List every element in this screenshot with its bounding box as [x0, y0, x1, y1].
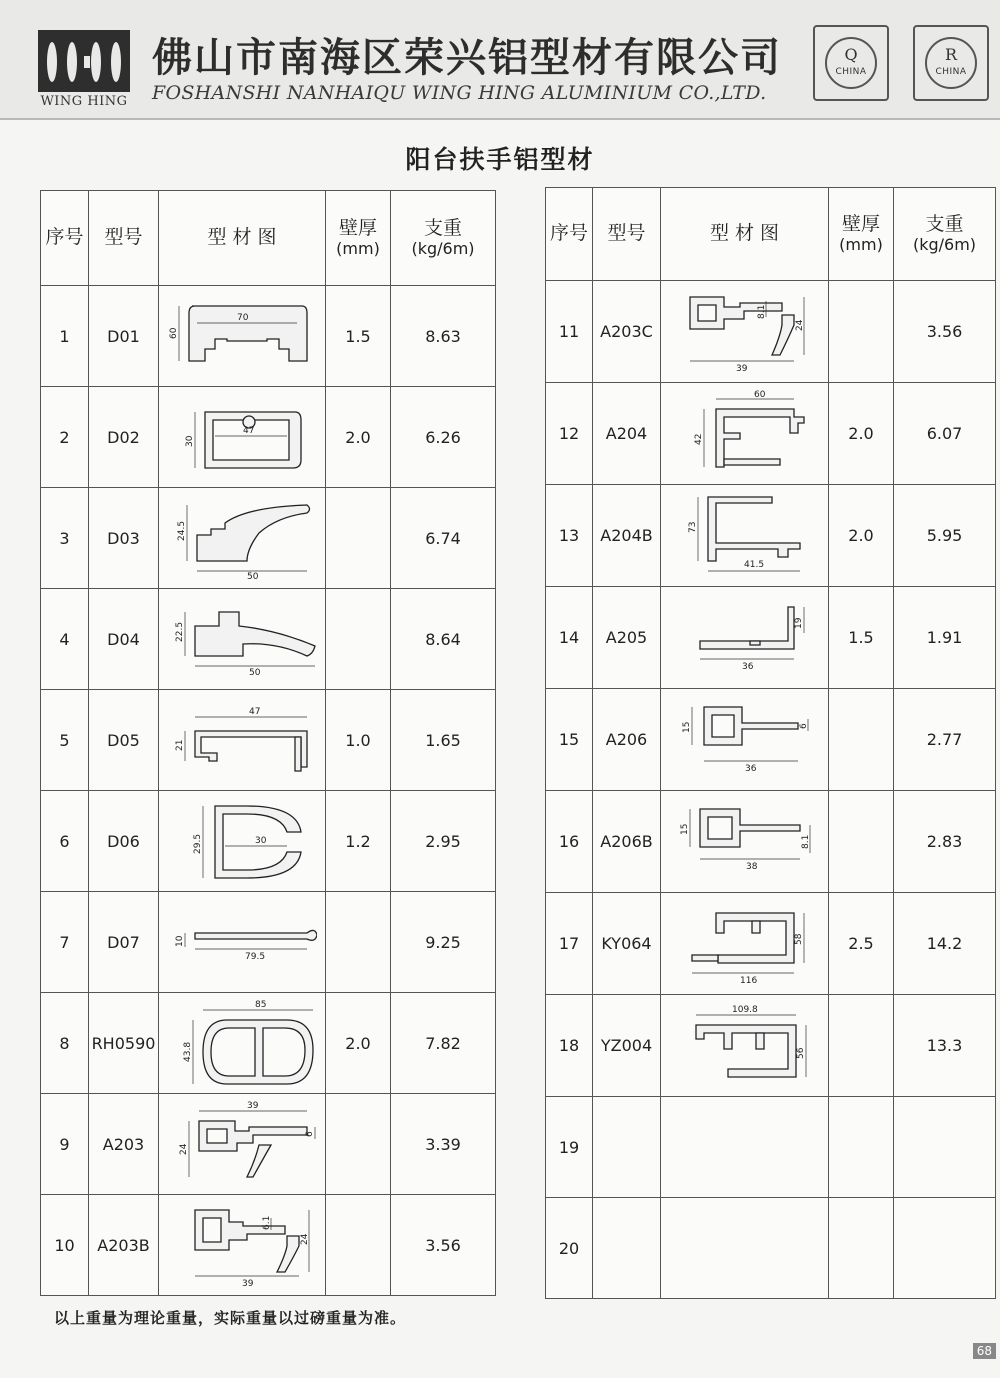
- table-row: [41, 589, 496, 690]
- row-model: D05: [89, 690, 159, 791]
- col-header-drawing: 型 材 图: [159, 191, 326, 286]
- row-number: 6: [41, 791, 89, 892]
- row-number: 11: [546, 281, 593, 383]
- dim-height: 56: [795, 1047, 806, 1059]
- dim-height: 60: [169, 327, 179, 339]
- profile-drawing: [159, 892, 326, 993]
- table-row: [41, 791, 496, 892]
- left-profile-table: [40, 190, 496, 1296]
- row-thickness: 2.0: [829, 383, 894, 485]
- row-number: 13: [546, 485, 593, 587]
- profile-drawing: [661, 281, 829, 383]
- table-row: [546, 485, 996, 587]
- dim-width: 38: [745, 861, 757, 872]
- profile-drawing: [159, 589, 326, 690]
- profile-drawing: [661, 893, 829, 995]
- row-thickness: 2.5: [829, 893, 894, 995]
- row-model: D01: [89, 286, 159, 387]
- dim-height: 43.8: [183, 1041, 193, 1062]
- dim-width: 85: [255, 1000, 267, 1010]
- col-header-thickness: [326, 191, 391, 286]
- dim-height: 19: [793, 617, 804, 629]
- table-row: [41, 892, 496, 993]
- row-model: A203: [89, 1094, 159, 1195]
- dim-height: 15: [679, 823, 690, 835]
- row-model: KY064: [593, 893, 661, 995]
- dim-width: 60: [753, 389, 765, 400]
- row-model: D03: [89, 488, 159, 589]
- row-thickness: [829, 689, 894, 791]
- weight-label: 支重: [423, 216, 462, 239]
- profile-drawing: [661, 383, 829, 485]
- row-weight: 5.95: [894, 485, 996, 587]
- row-thickness: [829, 281, 894, 383]
- row-thickness: [829, 791, 894, 893]
- dim-width: 47: [243, 426, 255, 436]
- row-weight: 6.26: [391, 387, 496, 488]
- thickness-label: 壁厚: [338, 216, 377, 239]
- dim-height: 15: [681, 721, 692, 733]
- row-weight: 3.56: [894, 281, 996, 383]
- dim-lip: 6.1: [262, 1215, 272, 1230]
- dim-width: 41.5: [743, 559, 764, 570]
- row-model: A204: [593, 383, 661, 485]
- row-weight: [894, 1198, 996, 1299]
- row-thickness: [326, 488, 391, 589]
- row-model: RH0590: [89, 993, 159, 1094]
- profile-drawing: [159, 1094, 326, 1195]
- row-weight: 7.82: [391, 993, 496, 1094]
- row-weight: 8.63: [391, 286, 496, 387]
- row-weight: 2.77: [894, 689, 996, 791]
- dim-lip: 6: [798, 722, 809, 729]
- quality-badge: [813, 25, 889, 101]
- row-weight: 13.3: [894, 995, 996, 1097]
- row-weight: 1.91: [894, 587, 996, 689]
- col-header-model: 型号: [89, 191, 159, 286]
- profile-drawing: [159, 286, 326, 387]
- row-number: 8: [41, 993, 89, 1094]
- dim-width: 30: [255, 836, 267, 846]
- company-logo: [38, 30, 130, 92]
- row-model: A203C: [593, 281, 661, 383]
- table-row: [546, 1198, 996, 1299]
- row-model: [593, 1198, 661, 1299]
- dim-width: 36: [741, 661, 753, 672]
- dim-width: 79.5: [245, 952, 266, 962]
- profile-drawing: [159, 488, 326, 589]
- dim-width: 70: [237, 313, 249, 323]
- weight-footnote: 以上重量为理论重量，实际重量以过磅重量为准。: [54, 1309, 407, 1327]
- row-model: D02: [89, 387, 159, 488]
- dim-width: 39: [735, 363, 747, 374]
- row-thickness: 2.0: [326, 387, 391, 488]
- row-weight: [894, 1097, 996, 1198]
- profile-drawing: [661, 1198, 829, 1299]
- row-weight: 3.39: [391, 1094, 496, 1195]
- thickness-label: 壁厚: [841, 212, 880, 235]
- profile-drawing: [159, 993, 326, 1094]
- row-number: 15: [546, 689, 593, 791]
- row-weight: 6.74: [391, 488, 496, 589]
- row-thickness: [829, 1198, 894, 1299]
- profile-drawing: [661, 485, 829, 587]
- row-number: 17: [546, 893, 593, 995]
- col-header-drawing: 型 材 图: [661, 188, 829, 281]
- row-model: D07: [89, 892, 159, 993]
- row-thickness: 1.5: [326, 286, 391, 387]
- table-header-row: [41, 191, 496, 286]
- company-name-cn: 佛山市南海区荣兴铝型材有限公司: [152, 34, 782, 81]
- dim-width: 50: [249, 668, 261, 678]
- table-row: [546, 995, 996, 1097]
- dim-height: 21: [175, 739, 185, 751]
- row-number: 4: [41, 589, 89, 690]
- company-name-en: FOSHANSHI NANHAIQU WING HING ALUMINIUM CO.,LTD.: [152, 82, 767, 104]
- row-number: 19: [546, 1097, 593, 1198]
- row-model: D06: [89, 791, 159, 892]
- dim-height: 58: [793, 933, 804, 945]
- row-model: [593, 1097, 661, 1198]
- weight-label: 支重: [925, 212, 964, 235]
- dim-height: 42: [693, 433, 704, 445]
- col-header-model: 型号: [593, 188, 661, 281]
- table-row: [546, 383, 996, 485]
- row-model: A206: [593, 689, 661, 791]
- dim-width: 36: [744, 763, 756, 774]
- profile-drawing: [159, 690, 326, 791]
- row-number: 12: [546, 383, 593, 485]
- dim-height: 24.5: [177, 520, 187, 541]
- thickness-unit: (mm): [336, 238, 380, 258]
- col-header-weight: [391, 191, 496, 286]
- row-thickness: 1.2: [326, 791, 391, 892]
- row-number: 2: [41, 387, 89, 488]
- row-number: 5: [41, 690, 89, 791]
- row-number: 3: [41, 488, 89, 589]
- table-row: [41, 1094, 496, 1195]
- dim-width: 47: [249, 707, 261, 717]
- dim-width: 39: [242, 1279, 254, 1289]
- weight-unit: (kg/6m): [411, 238, 475, 258]
- registered-badge-sub: CHINA: [935, 67, 967, 77]
- row-weight: 2.83: [894, 791, 996, 893]
- dim-lip: 8.1: [800, 834, 811, 849]
- page-title: 阳台扶手铝型材: [405, 145, 595, 174]
- row-thickness: [326, 1094, 391, 1195]
- row-weight: 1.65: [391, 690, 496, 791]
- row-thickness: [326, 892, 391, 993]
- col-header-index: 序号: [41, 191, 89, 286]
- table-header-row: [546, 188, 996, 281]
- row-weight: 9.25: [391, 892, 496, 993]
- profile-drawing: [661, 791, 829, 893]
- col-header-thickness: [829, 188, 894, 281]
- dim-height: 29.5: [193, 833, 203, 854]
- row-weight: 2.95: [391, 791, 496, 892]
- row-weight: 6.07: [894, 383, 996, 485]
- row-number: 20: [546, 1198, 593, 1299]
- dim-height: 73: [687, 521, 698, 533]
- table-row: [41, 690, 496, 791]
- profile-drawing: [159, 1195, 326, 1296]
- profile-drawing: [661, 1097, 829, 1198]
- row-thickness: [829, 995, 894, 1097]
- quality-badge-letter: Q: [844, 45, 858, 64]
- col-header-weight: [894, 188, 996, 281]
- right-profile-table: [545, 187, 996, 1299]
- registered-badge-letter: R: [944, 45, 958, 64]
- table-row: [41, 286, 496, 387]
- row-model: YZ004: [593, 995, 661, 1097]
- profile-drawing: [159, 387, 326, 488]
- row-number: 16: [546, 791, 593, 893]
- profile-drawing: [661, 689, 829, 791]
- profile-drawing: [661, 587, 829, 689]
- dim-width: 116: [739, 975, 757, 986]
- dim-height: 22.5: [175, 621, 185, 642]
- profile-drawing: [661, 995, 829, 1097]
- row-model: A206B: [593, 791, 661, 893]
- row-weight: 8.64: [391, 589, 496, 690]
- row-number: 10: [41, 1195, 89, 1296]
- table-row: [546, 587, 996, 689]
- table-row: [546, 1097, 996, 1198]
- dim-height: 24: [179, 1143, 189, 1155]
- col-header-index: 序号: [546, 188, 593, 281]
- table-row: [546, 893, 996, 995]
- row-thickness: 2.0: [829, 485, 894, 587]
- dim-width: 109.8: [731, 1004, 758, 1015]
- row-model: A204B: [593, 485, 661, 587]
- row-thickness: 1.0: [326, 690, 391, 791]
- table-row: [546, 281, 996, 383]
- table-row: [546, 791, 996, 893]
- row-model: A203B: [89, 1195, 159, 1296]
- dim-lip: 6: [305, 1131, 315, 1137]
- logo-text: WING HING: [40, 94, 128, 109]
- page-number: 68: [973, 1343, 996, 1359]
- quality-badge-sub: CHINA: [835, 67, 867, 77]
- row-number: 7: [41, 892, 89, 993]
- row-thickness: 1.5: [829, 587, 894, 689]
- thickness-unit: (mm): [839, 234, 883, 254]
- table-row: [41, 1195, 496, 1296]
- table-row: [41, 488, 496, 589]
- weight-unit: (kg/6m): [912, 234, 977, 254]
- dim-width: 50: [247, 572, 259, 582]
- dim-height: 30: [185, 435, 195, 447]
- dim-height: 24: [300, 1233, 310, 1245]
- profile-drawing: [159, 791, 326, 892]
- page-header: [0, 0, 1000, 120]
- row-number: 1: [41, 286, 89, 387]
- row-thickness: 2.0: [326, 993, 391, 1094]
- registered-badge: [913, 25, 989, 101]
- row-weight: 14.2: [894, 893, 996, 995]
- dim-height: 24: [794, 319, 805, 331]
- row-thickness: [326, 1195, 391, 1296]
- dim-height: 10: [175, 935, 185, 947]
- table-row: [41, 387, 496, 488]
- row-thickness: [829, 1097, 894, 1198]
- row-model: A205: [593, 587, 661, 689]
- table-row: [41, 993, 496, 1094]
- row-weight: 3.56: [391, 1195, 496, 1296]
- row-model: D04: [89, 589, 159, 690]
- dim-width: 39: [247, 1101, 259, 1111]
- row-number: 18: [546, 995, 593, 1097]
- row-number: 14: [546, 587, 593, 689]
- row-number: 9: [41, 1094, 89, 1195]
- dim-lip: 8.1: [756, 304, 767, 319]
- row-thickness: [326, 589, 391, 690]
- table-row: [546, 689, 996, 791]
